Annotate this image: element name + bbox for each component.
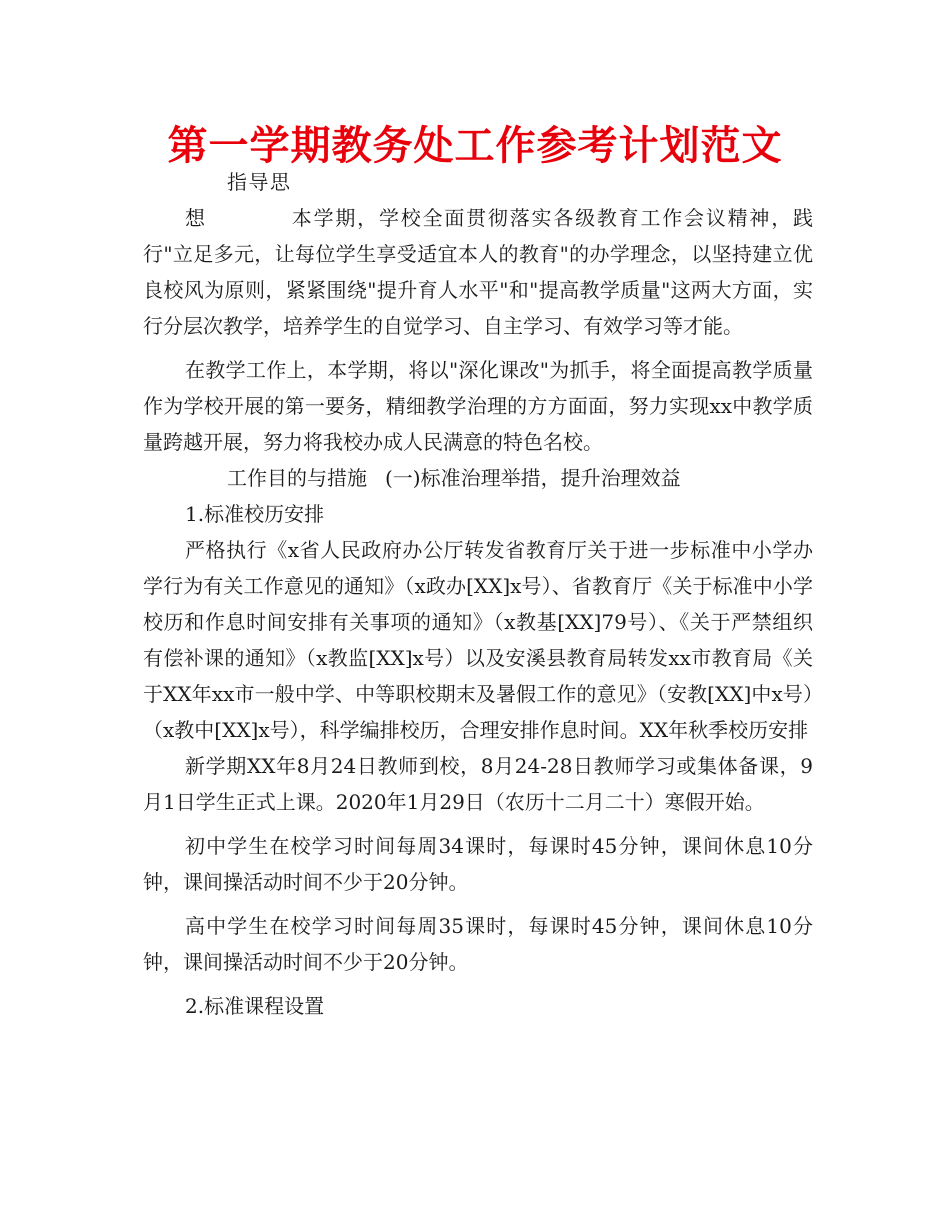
paragraph-text: 新学期XX年8月24日教师到校，8月24-28日教师学习或集体备课，9月1日学生正式上课。2020年1月29日（农历十二月二十）寒假开始。 [143,754,813,814]
document-title: 第一学期教务处工作参考计划范文 [167,123,783,169]
paragraph-text: 严格执行《x省人民政府办公厅转发省教育厅关于进一步标准中小学办学行为有关工作意见的通知》（x政办[XX]x号）、省教育厅《关于标准中小学校历和作息时间安排有关事项的通知》（x教基[XX]79号）、《关于严禁组织有偿补课的通知》（x教监[XX]x号）以及安溪县教育局转发xx市教育局《关于XX年xx市一般中学、中等职校期末及暑假工作的意见》（安教[XX]中x号）（x教中[XX]x号），科学编排校历，合理安排作息时间。XX年秋季校历安排 [143,538,813,742]
paragraph-lead-label: 指导思想 [185,170,290,230]
paragraph-senior-schedule [143,908,813,980]
paragraph-text: 在教学工作上，本学期，将以"深化课改"为抓手，将全面提高教学质量作为学校开展的第一要务，精细教学治理的方方面面，努力实现xx中教学质量跨越开展，努力将我校办成人民满意的特色名校。 [143,358,813,454]
paragraph-text: (一)标准治理举措，提升治理效益 [385,466,681,490]
paragraph-regulations [143,532,813,748]
heading-calendar [143,496,813,532]
paragraph-junior-schedule [143,828,813,900]
heading-curriculum [143,988,813,1024]
heading-text: 2.标准课程设置 [185,994,325,1018]
paragraph-lead-label: 工作目的与措施 [227,466,367,490]
paragraph-teaching-work [143,352,813,460]
document-body [143,164,813,1024]
paragraph-text: 高中学生在校学习时间每周35课时，每课时45分钟，课间休息10分钟，课间操活动时间不少于20分钟。 [143,914,813,974]
paragraph-text: 本学期，学校全面贯彻落实各级教育工作会议精神，践行"立足多元，让每位学生享受适宜本人的教育"的办学理念，以坚持建立优良校风为原则，紧紧围绕"提升育人水平"和"提高教学质量"这两大方面，实行分层次教学，培养学生的自觉学习、自主学习、有效学习等才能。 [143,206,813,338]
paragraph-text: 初中学生在校学习时间每周34课时，每课时45分钟，课间休息10分钟，课间操活动时间不少于20分钟。 [143,834,813,894]
heading-text: 1.标准校历安排 [185,502,325,526]
paragraph-semester-dates [143,748,813,820]
paragraph-goals-measures [143,460,813,496]
paragraph-guiding-idea [143,164,813,344]
